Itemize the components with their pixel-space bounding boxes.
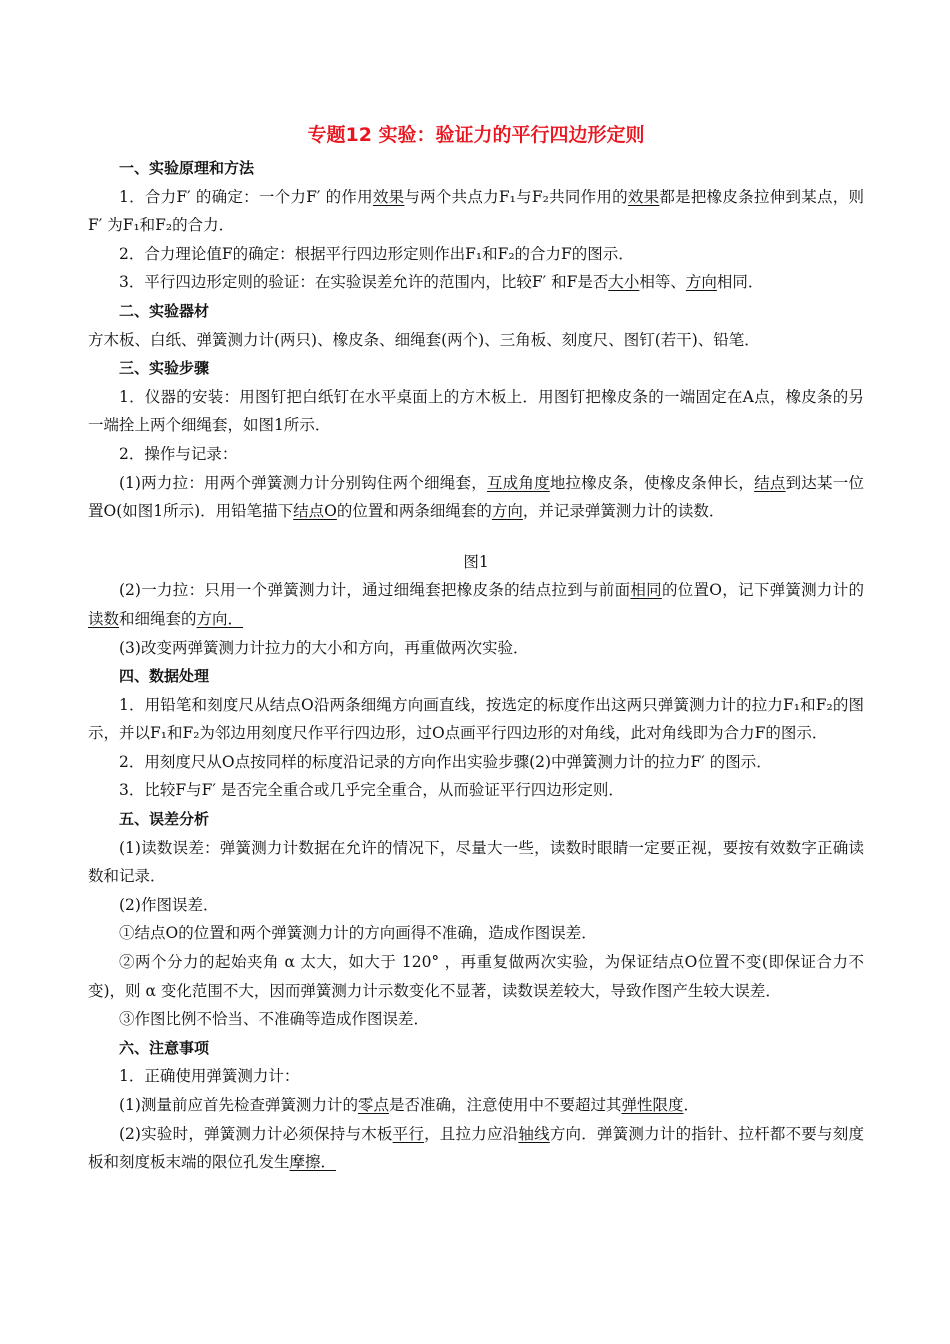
underlined-term: 读数 [88,609,120,628]
text-run: ，并记录弹簧测力计的读数． [522,502,725,521]
text-run: 是否准确，注意使用中不要超过其 [388,1096,622,1114]
paragraph: 2．用刻度尺从O点按同样的标度沿记录的方向作出实验步骤(2)中弹簧测力计的拉力F′ 的图示． [119,752,772,771]
paragraph: (3)改变两弹簧测力计拉力的大小和方向，再重做两次实验． [119,638,529,657]
section-heading-notes: 六、注意事项 [119,1038,210,1057]
document-page [88,118,864,1177]
text-run: 的位置和两条细绳套的 [336,502,492,521]
paragraph: ②两个分力的起始夹角 α 太大，如大于 120° ，再重复做两次实验，为保证结点O位置不变(即保证合力不变)，则 α 变化范围不大，因而弹簧测力计示数变化不显著，读数误差较大，导致作图产生较大误差． [88,953,864,1000]
paragraph: (1)读数误差：弹簧测力计数据在允许的情况下，尽量大一些，读数时眼睛一定要正视，要按有效数字正确读数和记录． [88,838,864,886]
text-run: 3．平行四边形定则的验证：在实验误差允许的范围内，比较F′ 和F是否 [119,273,609,292]
paragraph [88,576,864,633]
page-title: 专题12 实验：验证力的平行四边形定则 [307,124,645,146]
section-heading-principle: 一、实验原理和方法 [119,159,255,177]
underlined-term: 大小 [608,273,640,292]
underlined-term: 互成角度 [486,473,550,492]
text-run: 相等、 [639,273,686,292]
underlined-term: 方向 [685,273,717,292]
underlined-term: 效果 [627,187,660,206]
text-run: 到达某一位置O(如图1所示)．用铅笔描下 [88,473,864,521]
paragraph: 1．仪器的安装：用图钉把白纸钉在水平桌面上的方木板上．用图钉把橡皮条的一端固定在A点，橡皮条的另一端拴上两个细绳套，如图1所示． [88,387,864,435]
text-run: (1)两力拉：用两个弹簧测力计分别钩住两个细绳套， [119,473,487,492]
paragraph: 1．用铅笔和刻度尺从结点O沿两条细绳方向画直线，按选定的标度作出这两只弹簧测力计的拉力F₁和F₂的图示，并以F₁和F₂为邻边用刻度尺作平行四边形，过O点画平行四边形的对角线，此对角线即为合力F的图示． [88,695,864,743]
paragraph: ③作图比例不恰当、不准确等造成作图误差． [119,1010,430,1029]
text-run: (2)实验时，弹簧测力计必须保持与木板 [119,1124,393,1143]
text-run: 与两个共点力F₁与F₂共同作用的 [404,187,628,206]
text-run: 相同． [716,273,764,292]
text-run: 的位置O，记下弹簧测力计的 [661,581,864,600]
paragraph: 2．合力理论值F的确定：根据平行四边形定则作出F₁和F₂的合力F的图示． [119,244,634,263]
underlined-term: 结点 [754,473,786,492]
section-heading-error: 五、误差分析 [119,810,210,829]
underlined-term: 零点 [357,1096,389,1114]
underlined-term: 方向． [196,609,244,628]
paragraph [88,1091,864,1120]
paragraph [88,469,864,526]
text-run: 都是把橡皮条拉伸到某点，则F′ 为F₁和F₂的合力． [88,187,864,235]
paragraph: ①结点O的位置和两个弹簧测力计的方向画得不准确，造成作图误差． [119,924,597,943]
underlined-term: 轴线 [518,1124,550,1143]
text-run: ，且拉力应沿 [424,1124,519,1143]
paragraph [88,1120,864,1177]
underlined-term: 摩擦． [289,1153,337,1172]
text-run: ． [683,1096,700,1114]
text-run: 和细绳套的 [119,609,197,628]
underlined-term: 效果 [372,187,405,206]
figure-placeholder [88,526,864,548]
underlined-term: 结点O [293,502,337,521]
text-run: (2)一力拉：只用一个弹簧测力计，通过细绳套把橡皮条的结点拉到与前面 [119,581,631,600]
paragraph: 2．操作与记录： [119,444,238,463]
paragraph [88,183,864,240]
underlined-term: 方向 [491,502,523,521]
section-heading-equipment: 二、实验器材 [119,301,210,320]
text-run: (1)测量前应首先检查弹簧测力计的 [119,1096,358,1114]
section-heading-data: 四、数据处理 [119,667,210,686]
paragraph: (2)作图误差． [119,895,219,914]
text-run: 方向．弹簧测力计的指针、拉杆都不要与刻度板和刻度板末端的限位孔发生 [88,1124,864,1172]
paragraph: 3．比较F与F′ 是否完全重合或几乎完全重合，从而验证平行四边形定则． [119,781,624,800]
section-heading-steps: 三、实验步骤 [119,359,210,378]
text-run: 地拉橡皮条，使橡皮条伸长， [549,473,755,492]
underlined-term: 相同 [630,581,662,600]
underlined-term: 平行 [392,1124,425,1143]
paragraph [88,268,864,297]
paragraph: 1．正确使用弹簧测力计： [119,1067,300,1086]
figure-caption: 图1 [463,552,489,571]
text-run: 1．合力F′ 的确定：一个力F′ 的作用 [119,187,373,206]
underlined-term: 弹性限度 [621,1096,684,1114]
paragraph: 方木板、白纸、弹簧测力计(两只)、橡皮条、细绳套(两个)、三角板、刻度尺、图钉(若干)、铅笔． [88,330,760,349]
